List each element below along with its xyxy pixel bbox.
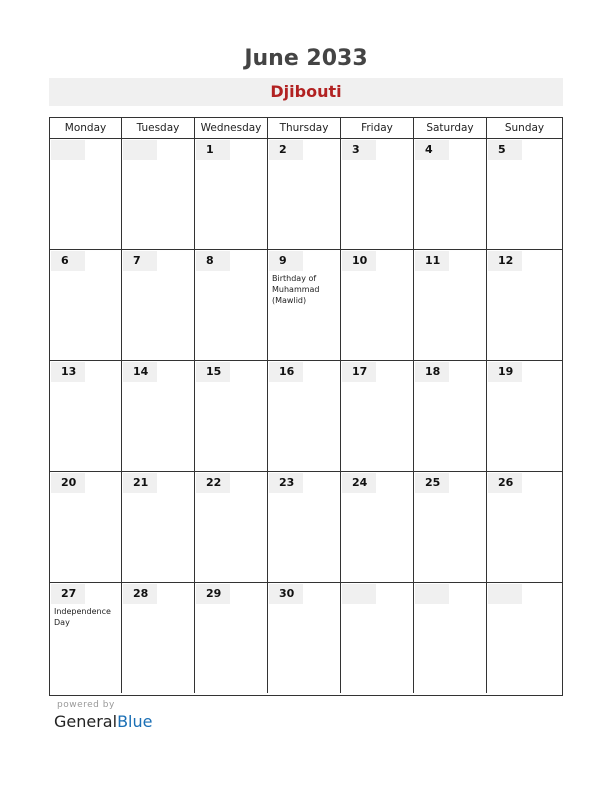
weekday-friday: Friday [341, 118, 414, 138]
day-number: 7 [123, 251, 157, 271]
day-cell[interactable] [50, 139, 122, 249]
day-number: 18 [415, 362, 449, 382]
day-number [488, 584, 522, 604]
day-cell[interactable] [50, 583, 122, 693]
weekday-saturday: Saturday [414, 118, 487, 138]
day-cell[interactable] [487, 250, 562, 360]
day-cell[interactable] [341, 361, 414, 471]
weekday-wednesday: Wednesday [195, 118, 268, 138]
day-number: 13 [51, 362, 85, 382]
day-number: 28 [123, 584, 157, 604]
day-number: 8 [196, 251, 230, 271]
day-cell[interactable] [122, 583, 195, 693]
day-cell[interactable] [268, 250, 341, 360]
day-cell[interactable] [341, 583, 414, 693]
day-cell[interactable] [268, 139, 341, 249]
day-cell[interactable] [341, 250, 414, 360]
weekday-thursday: Thursday [268, 118, 341, 138]
day-cell[interactable] [414, 583, 487, 693]
day-number [415, 584, 449, 604]
powered-by-text: powered by [57, 700, 115, 710]
day-number: 21 [123, 473, 157, 493]
day-cell[interactable] [268, 583, 341, 693]
week-row [50, 472, 562, 583]
day-cell[interactable] [195, 361, 268, 471]
weekday-header-row [50, 118, 562, 139]
day-cell[interactable] [122, 472, 195, 582]
day-number: 11 [415, 251, 449, 271]
brand-blue-text: Blue [117, 712, 153, 731]
day-cell[interactable] [268, 472, 341, 582]
holiday-event: Birthday of Muhammad (Mawlid) [272, 274, 320, 305]
week-row [50, 361, 562, 472]
day-cell[interactable] [341, 139, 414, 249]
day-cell[interactable] [122, 139, 195, 249]
holiday-event: Independence Day [54, 607, 111, 627]
day-cell[interactable] [341, 472, 414, 582]
weekday-monday: Monday [50, 118, 122, 138]
day-cell[interactable] [122, 361, 195, 471]
day-cell[interactable] [414, 361, 487, 471]
day-number: 25 [415, 473, 449, 493]
day-number: 15 [196, 362, 230, 382]
day-number: 24 [342, 473, 376, 493]
day-cell[interactable] [414, 250, 487, 360]
day-number: 9 [269, 251, 303, 271]
brand-logo[interactable] [54, 712, 152, 731]
day-number: 6 [51, 251, 85, 271]
day-number: 22 [196, 473, 230, 493]
day-number [51, 140, 85, 160]
day-cell[interactable] [268, 361, 341, 471]
weekday-sunday: Sunday [504, 122, 545, 134]
day-number [123, 140, 157, 160]
day-number: 30 [269, 584, 303, 604]
day-cell[interactable] [195, 583, 268, 693]
day-number: 29 [196, 584, 230, 604]
week-row [50, 139, 562, 250]
day-number: 4 [415, 140, 449, 160]
day-number: 10 [342, 251, 376, 271]
day-number: 23 [269, 473, 303, 493]
day-cell[interactable] [195, 139, 268, 249]
day-cell[interactable] [195, 472, 268, 582]
day-cell[interactable] [122, 250, 195, 360]
day-cell[interactable] [50, 472, 122, 582]
day-cell[interactable] [487, 472, 562, 582]
day-cell[interactable] [414, 472, 487, 582]
day-number: 12 [488, 251, 522, 271]
day-number: 5 [488, 140, 522, 160]
day-cell[interactable] [487, 361, 562, 471]
day-number: 20 [51, 473, 85, 493]
day-number: 26 [488, 473, 522, 493]
day-number: 17 [342, 362, 376, 382]
day-number: 16 [269, 362, 303, 382]
day-cell[interactable] [414, 139, 487, 249]
calendar-grid [49, 117, 563, 696]
day-cell[interactable] [487, 583, 562, 693]
day-number [342, 584, 376, 604]
calendar-title: June 2033 [244, 46, 368, 71]
day-number: 19 [488, 362, 522, 382]
week-row [50, 250, 562, 361]
week-row [50, 583, 562, 694]
day-number: 2 [269, 140, 303, 160]
country-name: Djibouti [49, 78, 563, 106]
day-number: 14 [123, 362, 157, 382]
day-cell[interactable] [195, 250, 268, 360]
weekday-tuesday: Tuesday [122, 118, 195, 138]
day-cell[interactable] [50, 361, 122, 471]
day-cell[interactable] [487, 139, 562, 249]
day-number: 27 [51, 584, 85, 604]
day-number: 1 [196, 140, 230, 160]
day-number: 3 [342, 140, 376, 160]
brand-general-text: General [54, 712, 118, 731]
day-cell[interactable] [50, 250, 122, 360]
